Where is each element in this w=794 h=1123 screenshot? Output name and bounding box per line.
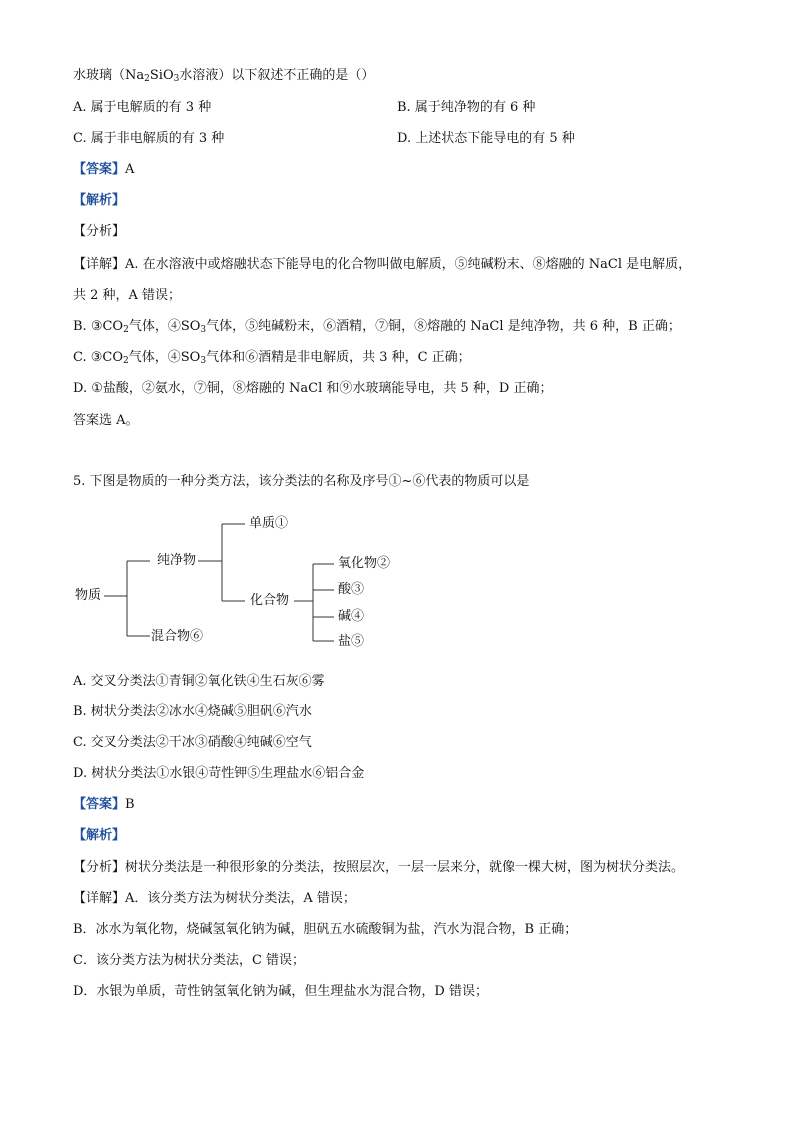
q4-option-a: A. 属于电解质的有 3 种 bbox=[73, 100, 212, 115]
q5-fenxi bbox=[73, 859, 684, 877]
answer-label: 【答案】 bbox=[73, 162, 126, 177]
q5-detail-c: C．该分类方法为树状分类法，C 错误； bbox=[73, 953, 306, 968]
detail-label: 【详解】 bbox=[73, 891, 126, 906]
detail-sub: 2 bbox=[123, 325, 129, 335]
detail-text: 气体和⑥酒精是非电解质，共 3 种，C 正确； bbox=[206, 350, 471, 365]
q5-option-b: B. 树状分类法②冰水④烧碱⑤胆矾⑥汽水 bbox=[73, 704, 312, 719]
tree-node-oxide: 氧化物② bbox=[338, 556, 391, 571]
q5-answer bbox=[73, 796, 135, 814]
q4-detail-a-line2: 共 2 种，A 错误； bbox=[73, 288, 182, 303]
q4-detail-a-line1 bbox=[73, 256, 691, 274]
tree-node-root: 物质 bbox=[75, 588, 102, 603]
q4-option-c: C. 属于非电解质的有 3 种 bbox=[73, 131, 225, 146]
q4-stem bbox=[73, 67, 374, 88]
fenxi-text: 树状分类法是一种很形象的分类法，按照层次，一层一层来分，就像一棵大树，图为树状分类法。 bbox=[125, 860, 685, 875]
q4-detail-d: D. ①盐酸，②氨水，⑦铜，⑧熔融的 NaCl 和⑨水玻璃能导电，共 5 种，D 正确； bbox=[73, 381, 553, 396]
q4-answer bbox=[73, 161, 134, 179]
q4-conclusion: 答案选 A。 bbox=[73, 413, 139, 428]
tree-node-salt: 盐⑤ bbox=[338, 634, 365, 649]
q4-stem-part: SiO bbox=[149, 68, 174, 83]
q4-detail-b bbox=[73, 318, 681, 339]
fenxi-label: 【分析】 bbox=[73, 860, 126, 875]
detail-sub: 2 bbox=[123, 356, 129, 366]
detail-text: 气体，④SO bbox=[128, 319, 201, 334]
detail-sub: 3 bbox=[200, 356, 207, 366]
q5-option-a: A. 交叉分类法①青铜②氧化铁④生石灰⑥雾 bbox=[73, 674, 325, 689]
q4-stem-sub: 3 bbox=[173, 74, 180, 84]
q4-stem-part: 水玻璃（Na bbox=[73, 68, 145, 83]
q4-option-b: B. 属于纯净物的有 6 种 bbox=[397, 100, 536, 115]
q5-detail-b: B．冰水为氧化物，烧碱氢氧化钠为碱，胆矾五水硫酸铜为盐，汽水为混合物，B 正确； bbox=[73, 922, 578, 937]
detail-text: 气体，④SO bbox=[128, 350, 201, 365]
q5-detail-a bbox=[73, 890, 356, 908]
tree-node-mixture: 混合物⑥ bbox=[151, 629, 204, 644]
tree-node-compound: 化合物 bbox=[250, 593, 290, 608]
q5-analysis-label: 【解析】 bbox=[73, 828, 126, 843]
tree-node-base: 碱④ bbox=[338, 609, 365, 624]
answer-value: B bbox=[125, 797, 135, 812]
q4-stem-part: 水溶液）以下叙述不正确的是（） bbox=[179, 68, 375, 83]
q4-analysis-label: 【解析】 bbox=[73, 193, 126, 208]
q4-detail-c bbox=[73, 349, 471, 370]
tree-node-pure: 纯净物 bbox=[157, 553, 197, 568]
detail-text: 气体，⑤纯碱粉末，⑥酒精，⑦铜，⑧熔融的 NaCl 是纯净物，共 6 种，B 正确； bbox=[206, 319, 681, 334]
q5-detail-d: D．水银为单质，苛性钠氢氧化钠为碱，但生理盐水为混合物，D 错误； bbox=[73, 984, 488, 999]
q4-fenxi-label: 【分析】 bbox=[73, 224, 126, 239]
detail-label: 【详解】 bbox=[73, 257, 126, 272]
detail-text: C. ③CO bbox=[73, 350, 124, 365]
detail-text: A. 在水溶液中或熔融状态下能导电的化合物叫做电解质，⑤纯碱粉末、⑧熔融的 NaCl 是电解质， bbox=[125, 257, 692, 272]
q4-stem-sub: 2 bbox=[144, 74, 150, 84]
detail-sub: 3 bbox=[200, 325, 207, 335]
answer-value: A bbox=[125, 162, 135, 177]
tree-node-element: 单质① bbox=[249, 516, 289, 531]
q4-option-d: D. 上述状态下能导电的有 5 种 bbox=[397, 131, 575, 146]
q5-stem: 5. 下图是物质的一种分类方法，该分类法的名称及序号①~⑥代表的物质可以是 bbox=[73, 474, 530, 489]
tree-node-acid: 酸③ bbox=[338, 582, 365, 597]
detail-text: B. ③CO bbox=[73, 319, 124, 334]
q5-option-d: D. 树状分类法①水银④苛性钾⑤生理盐水⑥铝合金 bbox=[73, 766, 365, 781]
answer-label: 【答案】 bbox=[73, 797, 126, 812]
q5-option-c: C. 交叉分类法②干冰③硝酸④纯碱⑥空气 bbox=[73, 735, 312, 750]
detail-text: A．该分类方法为树状分类法，A 错误； bbox=[125, 891, 356, 906]
